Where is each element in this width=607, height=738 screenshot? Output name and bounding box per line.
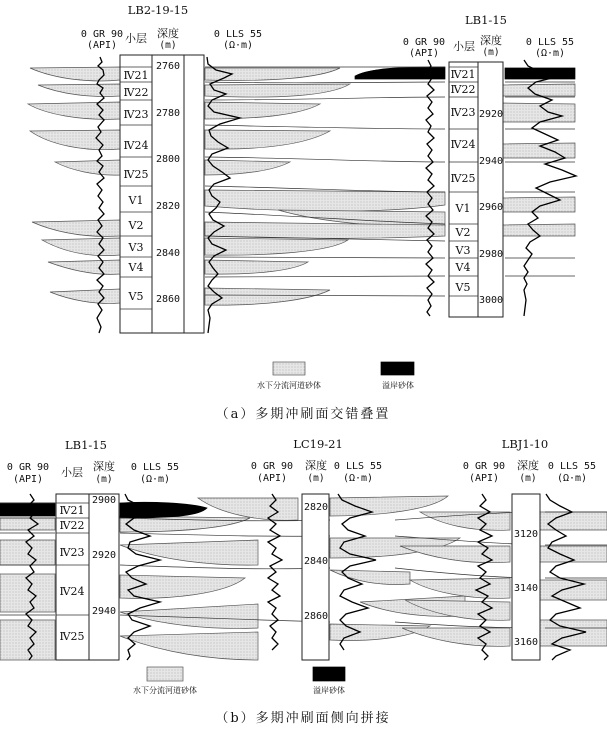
legend-overbank-label: 溢岸砂体 (382, 381, 414, 390)
gr-header: 0 GR 90 (80, 29, 124, 40)
layer-label: Ⅳ24 (123, 139, 149, 152)
depth-column (478, 62, 503, 317)
well-name-lb1-15: LB1-15 (65, 438, 107, 452)
depth-column (512, 494, 540, 660)
lls-unit: (Ω·m) (139, 474, 171, 485)
layer-header: 小层 (453, 40, 475, 53)
depth-tick: 3140 (513, 583, 539, 594)
layer-label: Ⅳ24 (59, 585, 85, 598)
layer-label: Ⅳ21 (450, 68, 476, 81)
lls-unit: (Ω·m) (556, 473, 588, 484)
lls-header: 0 LLS 55 (213, 29, 263, 40)
depth-header: 深度 (157, 27, 179, 40)
legend-sand-swatch (147, 667, 183, 681)
lls-header: 0 LLS 55 (130, 462, 180, 473)
layer-label: Ⅴ5 (128, 290, 144, 303)
gr-unit: (API) (12, 474, 44, 485)
layer-label: Ⅳ22 (59, 519, 85, 532)
lls-unit: (Ω·m) (534, 48, 566, 59)
gr-unit: (API) (408, 48, 440, 59)
well-name-lc19-21: LC19-21 (293, 437, 343, 451)
depth-header: 深度 (480, 34, 502, 47)
legend-sand-swatch (273, 362, 305, 375)
depth-tick: 2920 (91, 550, 117, 561)
depth-tick: 3120 (513, 529, 539, 540)
depth-tick: 2860 (303, 611, 329, 622)
depth-tick: 2760 (155, 61, 181, 72)
gr-header: 0 GR 90 (402, 37, 446, 48)
depth-unit: (m) (95, 474, 113, 485)
depth-tick: 2940 (478, 156, 504, 167)
depth-column (152, 55, 184, 333)
depth-unit: (m) (307, 473, 325, 484)
lls-header: 0 LLS 55 (547, 461, 597, 472)
depth-header: 深度 (517, 459, 539, 472)
lls-unit: (Ω·m) (222, 40, 254, 51)
layer-label: Ⅳ21 (123, 69, 149, 82)
depth-unit: (m) (159, 40, 177, 51)
depth-header: 深度 (93, 460, 115, 473)
layer-label: Ⅳ22 (450, 83, 476, 96)
lls-header: 0 LLS 55 (333, 461, 383, 472)
layer-label: Ⅳ21 (59, 504, 85, 517)
depth-tick: 2780 (155, 108, 181, 119)
depth-unit: (m) (482, 47, 500, 58)
layer-label: Ⅳ23 (59, 546, 85, 559)
gr-header: 0 GR 90 (250, 461, 294, 472)
well-name-lbj1-10: LBJ1-10 (501, 437, 549, 451)
layer-label: Ⅴ1 (128, 194, 144, 207)
gr-unit: (API) (86, 40, 118, 51)
layer-label: Ⅳ25 (123, 168, 149, 181)
overbank-sand (120, 502, 207, 518)
well-name-lb2-19-15: LB2-19-15 (127, 3, 189, 17)
layer-label: Ⅴ5 (455, 281, 471, 294)
overbank-sand (505, 68, 575, 79)
layer-header: 小层 (125, 32, 147, 45)
layer-label: Ⅴ1 (455, 202, 471, 215)
legend-overbank-label: 溢岸砂体 (313, 686, 345, 695)
panel-b (0, 437, 607, 726)
legend-overbank-swatch (313, 667, 345, 681)
layer-column (449, 62, 478, 317)
layer-label: Ⅴ2 (455, 226, 471, 239)
depth-tick: 3160 (513, 637, 539, 648)
legend-sand-label: 水下分流河道砂体 (257, 381, 321, 390)
caption-a: （a）多期冲刷面交错叠置 (215, 407, 391, 422)
depth-tick: 2960 (478, 202, 504, 213)
depth-tick: 2820 (155, 201, 181, 212)
lls-header: 0 LLS 55 (525, 37, 575, 48)
depth-tick: 2820 (303, 502, 329, 513)
gr-unit: (API) (256, 473, 288, 484)
legend-sand-label: 水下分流河道砂体 (133, 686, 197, 695)
depth-tick: 3000 (478, 295, 504, 306)
gr-header: 0 GR 90 (6, 462, 50, 473)
layer-label: Ⅴ4 (455, 261, 471, 274)
gr-header: 0 GR 90 (462, 461, 506, 472)
depth-column (302, 494, 329, 660)
panel-a (28, 3, 576, 422)
lls-log-curve (524, 60, 576, 316)
depth-tick: 2900 (91, 495, 117, 506)
layer-label: Ⅳ25 (59, 630, 85, 643)
spacer-column (184, 55, 204, 333)
layer-label: Ⅳ23 (450, 106, 476, 119)
layer-label: Ⅳ25 (450, 172, 476, 185)
well-name-lb1-15: LB1-15 (465, 13, 507, 27)
gr-unit: (API) (468, 473, 500, 484)
layer-label: Ⅴ3 (455, 244, 471, 257)
depth-tick: 2920 (478, 109, 504, 120)
depth-tick: 2840 (155, 248, 181, 259)
layer-label: Ⅳ24 (450, 138, 476, 151)
depth-tick: 2800 (155, 154, 181, 165)
layer-label: Ⅴ4 (128, 261, 144, 274)
legend-overbank-swatch (381, 362, 414, 375)
layer-label: Ⅴ3 (128, 241, 144, 254)
layer-label: Ⅳ23 (123, 108, 149, 121)
depth-header: 深度 (305, 459, 327, 472)
lls-unit: (Ω·m) (342, 473, 374, 484)
gr-log-curve (426, 60, 434, 316)
depth-tick: 2840 (303, 556, 329, 567)
overbank-sand (0, 503, 55, 516)
caption-b: （b）多期冲刷面侧向拼接 (215, 711, 391, 726)
layer-label: Ⅴ2 (128, 219, 144, 232)
depth-tick: 2980 (478, 249, 504, 260)
depth-tick: 2860 (155, 294, 181, 305)
depth-column (89, 494, 119, 660)
depth-tick: 2940 (91, 606, 117, 617)
depth-unit: (m) (519, 473, 537, 484)
layer-label: Ⅳ22 (123, 86, 149, 99)
layer-header: 小层 (61, 466, 83, 479)
